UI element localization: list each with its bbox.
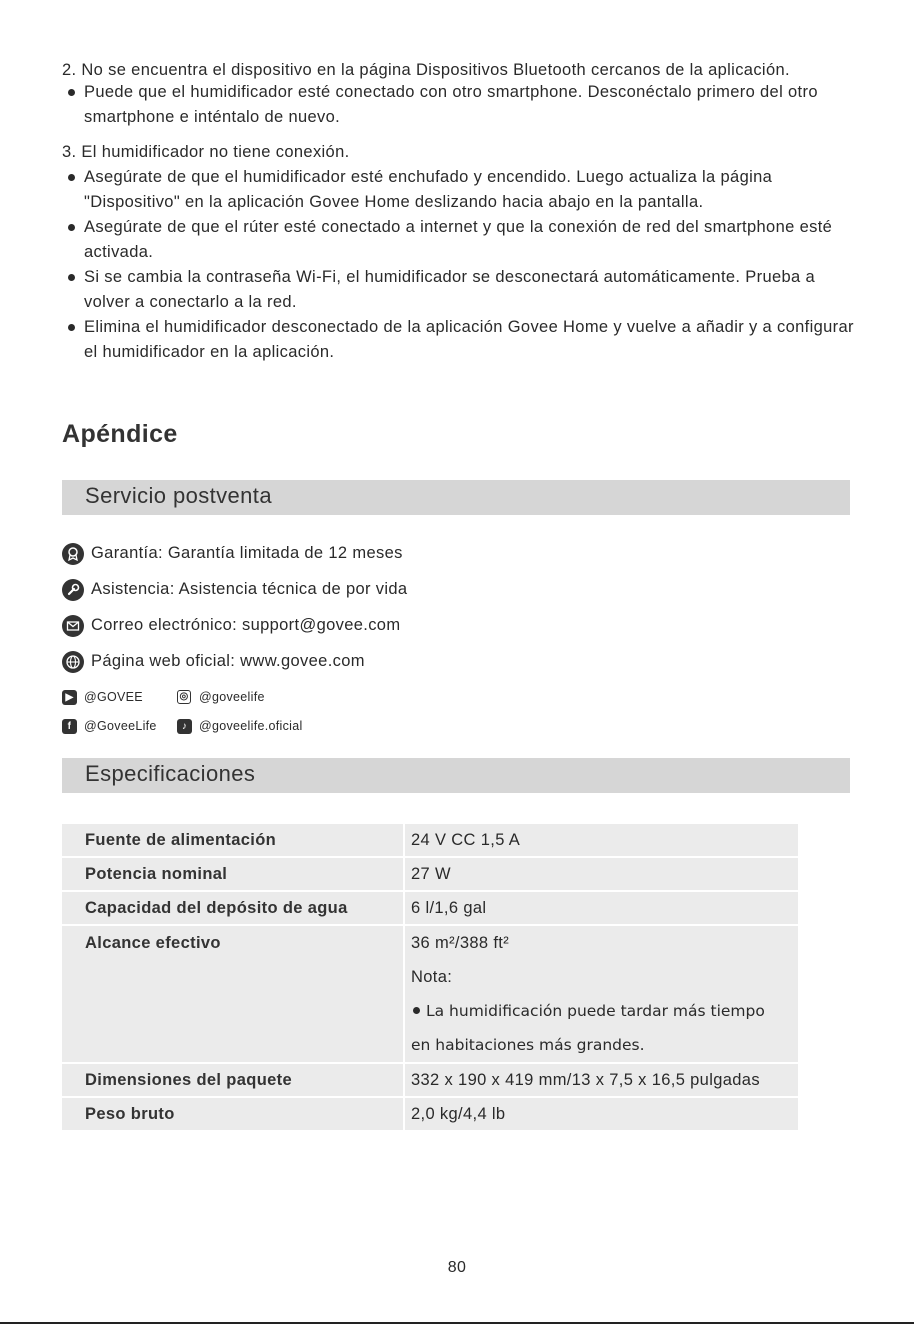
warranty-icon — [62, 543, 84, 565]
social-facebook[interactable] — [62, 718, 172, 736]
bullet-text: Si se cambia la contraseña Wi-Fi, el humidificador se desconectará automáticamente. Prueba a volver a conectarlo a la red. — [62, 265, 862, 315]
spec-value: 6 l/1,6 gal — [405, 892, 798, 924]
social-handle: @GOVEE — [84, 690, 143, 704]
section-header-specs — [62, 758, 850, 793]
bullet-text: Asegúrate de que el humidificador esté enchufado y encendido. Luego actualiza la página "Dispositivo" en la aplicación Govee Home deslizando hacia abajo en la pantalla. — [62, 165, 862, 215]
spec-label: Alcance efectivo — [62, 926, 403, 1062]
spec-value: 332 x 190 x 419 mm/13 x 7,5 x 16,5 pulgadas — [405, 1064, 798, 1096]
social-handle: @GoveeLife — [84, 719, 157, 733]
service-text: Correo electrónico: support@govee.com — [91, 616, 401, 634]
specs-table — [62, 822, 798, 1132]
tiktok-icon: ♪ — [177, 719, 192, 734]
bullet-text: Elimina el humidificador desconectado de la aplicación Govee Home y vuelve a añadir y a configurar el humidificador en la aplicación. — [62, 315, 862, 365]
spec-value: 27 W — [405, 858, 798, 890]
troubleshooting-item-3 — [62, 140, 862, 365]
social-tiktok[interactable] — [177, 718, 337, 736]
envelope-icon — [62, 615, 84, 637]
section-header-service — [62, 480, 850, 515]
spec-label: Peso bruto — [62, 1098, 403, 1130]
wrench-icon — [62, 579, 84, 601]
bullet-text: Puede que el humidificador esté conectado con otro smartphone. Desconéctalo primero del otro smartphone e inténtalo de nuevo. — [62, 80, 862, 130]
instagram-icon: ◎ — [177, 690, 191, 704]
item-heading: 3. El humidificador no tiene conexión. — [62, 143, 350, 161]
youtube-icon: ▶ — [62, 690, 77, 705]
service-text: Asistencia: Asistencia técnica de por vida — [91, 580, 408, 598]
troubleshooting-item-2 — [62, 58, 862, 130]
spec-row — [62, 892, 798, 924]
spec-row — [62, 1098, 798, 1130]
service-item-support — [62, 578, 662, 602]
section-title: Especificaciones — [85, 761, 256, 786]
facebook-icon: f — [62, 719, 77, 734]
spec-value-text: 36 m²/388 ft² — [411, 934, 510, 952]
bullet-text: Asegúrate de que el rúter esté conectado a internet y que la conexión de red del smartphone esté activada. — [62, 215, 862, 265]
item-heading: 2. No se encuentra el dispositivo en la página Dispositivos Bluetooth cercanos de la aplicación. — [62, 61, 790, 79]
spec-value — [405, 926, 798, 1062]
service-item-email — [62, 614, 662, 638]
social-handle: @goveelife — [199, 690, 265, 704]
note-line: La humidificación puede tardar más tiempo — [411, 994, 798, 1028]
service-text: Página web oficial: www.govee.com — [91, 652, 365, 670]
spec-label: Fuente de alimentación — [62, 824, 403, 856]
service-item-warranty — [62, 542, 662, 566]
spec-row — [62, 824, 798, 856]
spec-value: 2,0 kg/4,4 lb — [405, 1098, 798, 1130]
spec-label: Capacidad del depósito de agua — [62, 892, 403, 924]
troubleshooting-list — [62, 58, 862, 375]
page-number: 80 — [447, 1259, 467, 1276]
spec-row — [62, 1064, 798, 1096]
social-youtube[interactable] — [62, 689, 172, 707]
spec-value: 24 V CC 1,5 A — [405, 824, 798, 856]
spec-row — [62, 926, 798, 1062]
globe-icon — [62, 651, 84, 673]
spec-label: Potencia nominal — [62, 858, 403, 890]
section-title: Servicio postventa — [85, 483, 272, 508]
social-instagram[interactable] — [177, 689, 317, 707]
service-item-website — [62, 650, 662, 674]
appendix-title: Apéndice — [62, 420, 178, 448]
note-label: Nota: — [411, 968, 453, 986]
spec-label: Dimensiones del paquete — [62, 1064, 403, 1096]
spec-row — [62, 858, 798, 890]
note-line: en habitaciones más grandes. — [411, 1036, 645, 1054]
service-text: Garantía: Garantía limitada de 12 meses — [91, 544, 403, 562]
social-handle: @goveelife.oficial — [199, 719, 303, 733]
